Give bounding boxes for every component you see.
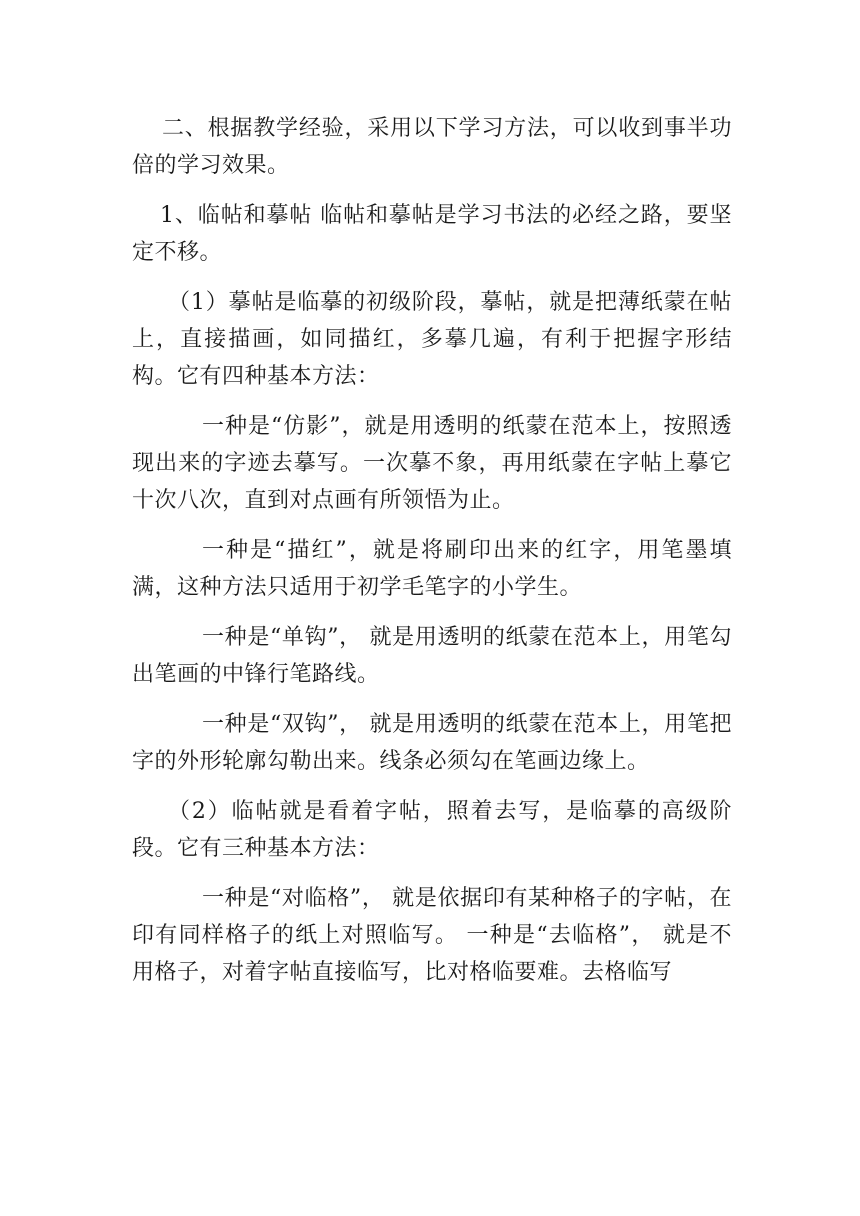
document-body xyxy=(132,110,732,1004)
paragraph-method-grid-copy: 一种是“对临格”， 就是依据印有某种格子的字帖，在印有同样格子的纸上对照临写。 一种是“去临格”， 就是不用格子，对着字帖直接临写，比对格临要难。去格临写 xyxy=(132,886,732,985)
paragraph-section-1: 1、临帖和摹帖 临帖和摹帖是学习书法的必经之路，要坚定不移。 xyxy=(132,203,732,265)
paragraph-method-single-outline: 一种是“单钩”， 就是用透明的纸蒙在范本上，用笔勾出笔画的中锋行笔路线。 xyxy=(132,625,732,687)
paragraph-intro: 二、根据教学经验，采用以下学习方法，可以收到事半功倍的学习效果。 xyxy=(132,116,732,178)
paragraph-method-red-tracing: 一种是“描红”，就是将刷印出来的红字，用笔墨填满，这种方法只适用于初学毛笔字的小学生。 xyxy=(132,538,732,600)
paragraph-copying-overview: （2）临帖就是看着字帖，照着去写，是临摹的高级阶段。它有三种基本方法： xyxy=(132,799,732,861)
paragraph-method-double-outline: 一种是“双钩”， 就是用透明的纸蒙在范本上，用笔把字的外形轮廓勾勒出来。线条必须勾在笔画边缘上。 xyxy=(132,712,732,774)
paragraph-method-shadow: 一种是“仿影”，就是用透明的纸蒙在范本上，按照透现出来的字迹去摹写。一次摹不象，再用纸蒙在字帖上摹它十次八次，直到对点画有所领悟为止。 xyxy=(132,414,732,513)
paragraph-tracing-overview: （1）摹帖是临摹的初级阶段，摹帖，就是把薄纸蒙在帖上，直接描画，如同描红，多摹几遍，有利于把握字形结构。它有四种基本方法： xyxy=(132,290,732,389)
